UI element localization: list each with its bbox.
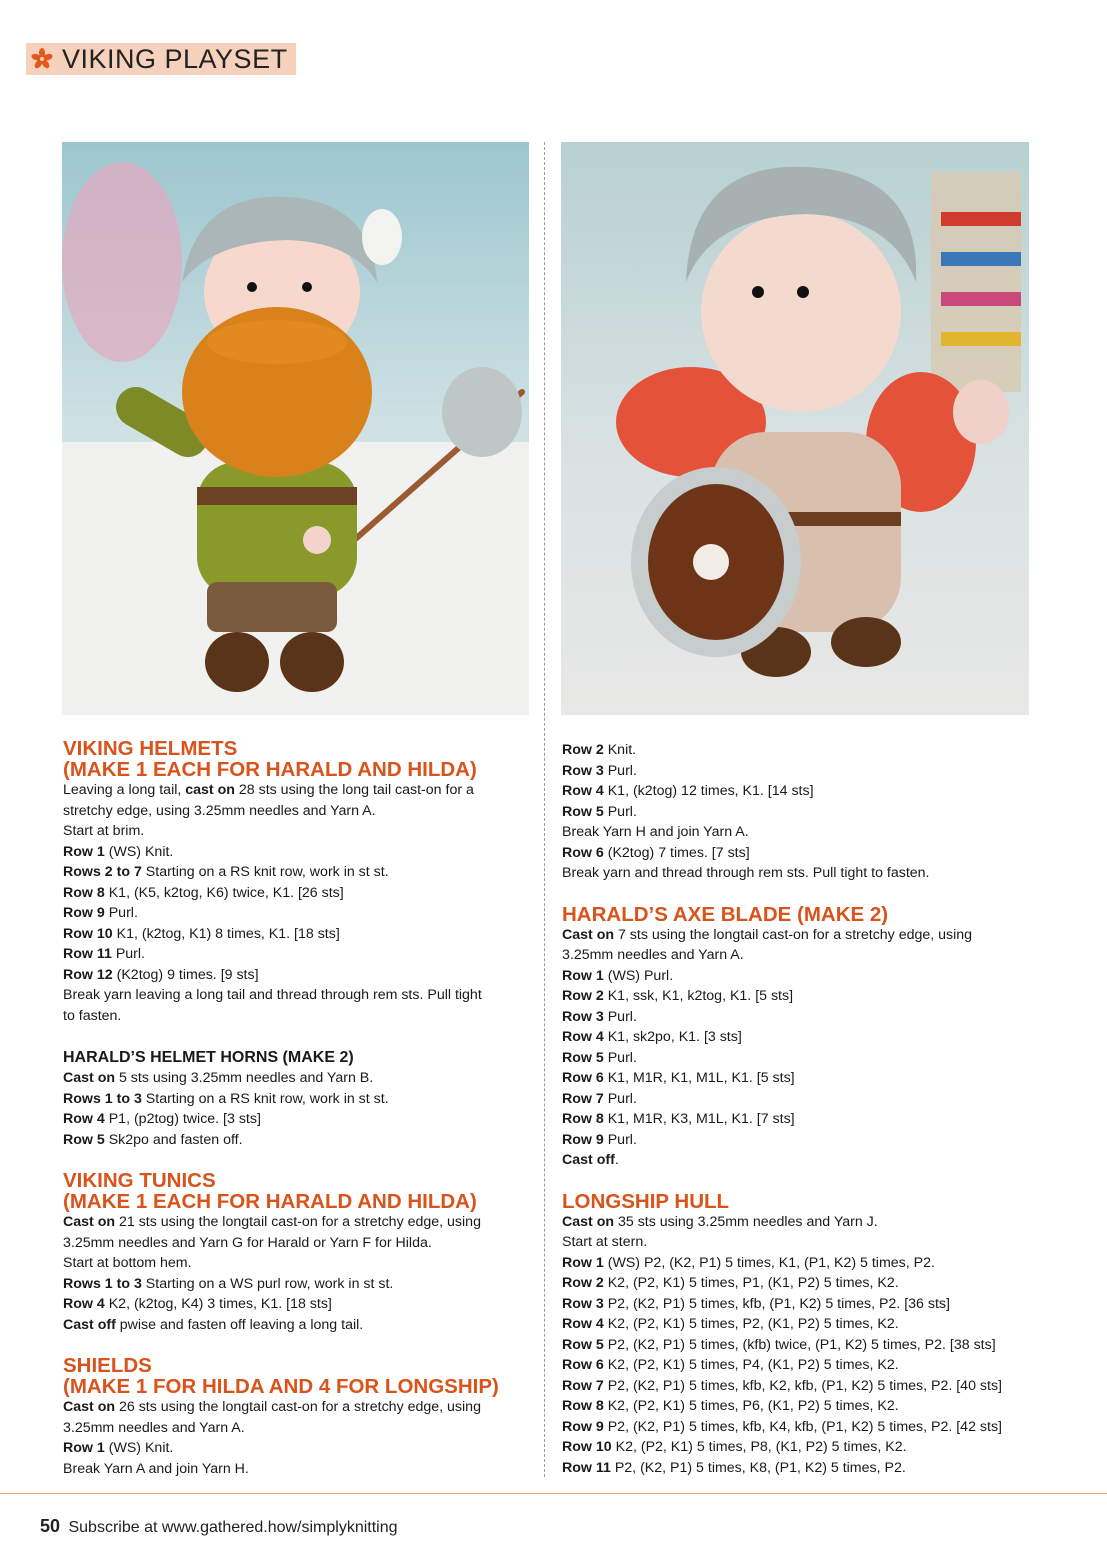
instruction-line xyxy=(562,945,1037,966)
instruction-label: Row 7 xyxy=(562,1090,604,1107)
instruction-text: K2, (P2, K1) 5 times, P4, (K1, P2) 5 times, K2. xyxy=(603,1357,899,1373)
instruction-line xyxy=(63,883,533,904)
instruction-label: Row 8 xyxy=(562,1111,604,1127)
spacer xyxy=(63,1335,533,1355)
instruction-line xyxy=(562,1027,1037,1048)
instruction-line xyxy=(562,1048,1037,1069)
instruction-line xyxy=(63,903,533,924)
instruction-line xyxy=(562,1458,1037,1479)
instruction-text: K1, sk2po, K1. [3 sts] xyxy=(603,1029,742,1045)
instruction-line xyxy=(562,781,1037,802)
instruction-line xyxy=(63,1253,533,1274)
instruction-label: Rows 1 to 3 xyxy=(63,1275,142,1292)
instruction-line xyxy=(562,1007,1037,1028)
instruction-label: Row 1 xyxy=(63,1440,105,1456)
instruction-text: Start at bottom hem. xyxy=(63,1255,192,1271)
instruction-label: Row 5 xyxy=(63,1131,105,1148)
instruction-label: Row 4 xyxy=(63,1296,105,1312)
instruction-text: Break yarn leaving a long tail and thread through rem sts. Pull tight xyxy=(63,987,482,1003)
instruction-text: K2, (P2, K1) 5 times, P6, (K1, P2) 5 times, K2. xyxy=(603,1398,899,1414)
instruction-label: Cast on xyxy=(63,1214,116,1230)
instruction-line xyxy=(562,1150,1037,1171)
instruction-label: cast on xyxy=(185,782,235,798)
instruction-line xyxy=(63,1089,533,1110)
instruction-text: Knit. xyxy=(603,742,637,758)
instruction-line xyxy=(63,1274,533,1295)
instruction-line xyxy=(562,986,1037,1007)
instruction-line xyxy=(562,1273,1037,1294)
instruction-text: 35 sts using 3.25mm needles and Yarn J. xyxy=(614,1213,878,1230)
instruction-text: (K2tog) 7 times. [7 sts] xyxy=(603,844,750,861)
instruction-label: Row 11 xyxy=(63,946,112,962)
instruction-line xyxy=(562,925,1037,946)
instruction-text: Break Yarn A and join Yarn H. xyxy=(63,1460,249,1477)
instruction-line xyxy=(63,924,533,945)
section-title: VIKING PLAYSET xyxy=(62,43,288,74)
instruction-text: Purl. xyxy=(603,803,637,820)
instruction-label: Cast on xyxy=(63,1399,116,1415)
section-heading: VIKING HELMETS xyxy=(63,737,238,760)
instruction-line xyxy=(562,761,1037,782)
instruction-line xyxy=(562,1335,1037,1356)
column-divider xyxy=(544,142,545,1477)
instruction-label: Row 11 xyxy=(562,1459,611,1476)
instruction-line xyxy=(63,965,533,986)
instruction-label: Row 10 xyxy=(562,1439,612,1455)
instruction-line xyxy=(63,1130,533,1151)
footer xyxy=(40,1516,398,1537)
instruction-label: Row 10 xyxy=(63,925,113,942)
instruction-line xyxy=(562,1437,1037,1458)
instruction-line xyxy=(63,1418,533,1439)
instruction-line xyxy=(63,1438,533,1459)
instruction-label: Rows 1 to 3 xyxy=(63,1090,142,1107)
instruction-text: 3.25mm needles and Yarn G for Harald or Yarn F for Hilda. xyxy=(63,1234,432,1251)
hilda-photo xyxy=(561,142,1029,715)
instruction-text: . xyxy=(614,1152,619,1168)
instruction-label: Row 2 xyxy=(562,988,604,1004)
instruction-text: Starting on a RS knit row, work in st st. xyxy=(141,1090,389,1107)
instruction-line xyxy=(562,1232,1037,1253)
instruction-text: (WS) Purl. xyxy=(603,967,674,984)
instruction-line xyxy=(562,1314,1037,1335)
instruction-text: Purl. xyxy=(603,1008,637,1025)
page-number: 50 xyxy=(40,1516,61,1536)
instruction-text: Sk2po and fasten off. xyxy=(104,1131,243,1148)
instruction-label: Row 7 xyxy=(562,1377,604,1394)
spacer xyxy=(562,884,1037,904)
instruction-label: Row 3 xyxy=(562,762,604,779)
harald-photo xyxy=(62,142,529,715)
instruction-text: pwise and fasten off leaving a long tail. xyxy=(115,1316,364,1333)
instruction-line xyxy=(562,863,1037,884)
instruction-text: Purl. xyxy=(603,1090,637,1107)
instruction-text: Start at brim. xyxy=(63,823,145,839)
instruction-label: Row 2 xyxy=(562,1275,604,1291)
instruction-line xyxy=(63,821,533,842)
instruction-text: Purl. xyxy=(603,1131,637,1148)
instruction-label: Row 9 xyxy=(562,1418,604,1435)
subsection-heading: HARALD’S HELMET HORNS (MAKE 2) xyxy=(63,1049,354,1066)
instruction-line xyxy=(562,1068,1037,1089)
instruction-line xyxy=(63,1294,533,1315)
instruction-text: P2, (K2, P1) 5 times, kfb, (P1, K2) 5 times, P2. [36 sts] xyxy=(603,1295,950,1312)
section-heading: HARALD’S AXE BLADE (MAKE 2) xyxy=(562,902,889,926)
spacer xyxy=(63,1150,533,1170)
instruction-label: Row 9 xyxy=(63,905,105,921)
instruction-line xyxy=(63,1006,533,1027)
instruction-label: Row 5 xyxy=(562,1336,604,1353)
instruction-label: Row 12 xyxy=(63,966,113,983)
instruction-label: Row 8 xyxy=(562,1398,604,1414)
instruction-text: K2, (P2, K1) 5 times, P1, (K1, P2) 5 times, K2. xyxy=(603,1275,899,1291)
instruction-label: Cast on xyxy=(562,1213,615,1230)
instruction-line xyxy=(562,1417,1037,1438)
instruction-line xyxy=(562,822,1037,843)
instruction-label: Row 4 xyxy=(562,1316,604,1332)
section-heading: (MAKE 1 EACH FOR HARALD AND HILDA) xyxy=(63,758,477,781)
instruction-text: to fasten. xyxy=(63,1007,122,1024)
instruction-line xyxy=(63,1233,533,1254)
section-heading: SHIELDS xyxy=(63,1354,152,1377)
instruction-line xyxy=(562,1294,1037,1315)
right-text-column xyxy=(562,740,1037,1478)
instruction-text: 7 sts using the longtail cast-on for a stretchy edge, using xyxy=(614,926,973,943)
instruction-line xyxy=(562,1376,1037,1397)
instruction-text: 5 sts using 3.25mm needles and Yarn B. xyxy=(115,1070,374,1086)
section-heading: (MAKE 1 FOR HILDA AND 4 FOR LONGSHIP) xyxy=(63,1375,499,1398)
instruction-line xyxy=(63,1397,533,1418)
instruction-text: K1, M1R, K3, M1L, K1. [7 sts] xyxy=(603,1111,795,1127)
instruction-text: (WS) P2, (K2, P1) 5 times, K1, (P1, K2) 5 times, P2. xyxy=(603,1254,935,1271)
instruction-line xyxy=(562,1089,1037,1110)
instruction-text: Starting on a RS knit row, work in st st. xyxy=(141,864,389,880)
instruction-text: Purl. xyxy=(111,946,146,962)
instruction-line xyxy=(562,1109,1037,1130)
instruction-label: Row 4 xyxy=(63,1111,105,1127)
instruction-label: Row 5 xyxy=(562,1049,604,1066)
instruction-line xyxy=(63,862,533,883)
flower-icon xyxy=(26,43,58,75)
instruction-text: K2, (P2, K1) 5 times, P8, (K1, P2) 5 times, K2. xyxy=(611,1439,907,1455)
instruction-line xyxy=(562,843,1037,864)
instruction-text: Purl. xyxy=(603,762,637,779)
instruction-line xyxy=(562,740,1037,761)
instruction-line xyxy=(63,1212,533,1233)
instruction-text: stretchy edge, using 3.25mm needles and Yarn A. xyxy=(63,802,376,819)
instruction-line xyxy=(562,966,1037,987)
instruction-text: K1, (K5, k2tog, K6) twice, K1. [26 sts] xyxy=(104,884,344,901)
instruction-text: K2, (P2, K1) 5 times, P2, (K1, P2) 5 times, K2. xyxy=(603,1316,899,1332)
instruction-text: P2, (K2, P1) 5 times, (kfb) twice, (P1, K2) 5 times, P2. [38 sts] xyxy=(603,1336,996,1353)
instruction-text: K1, ssk, K1, k2tog, K1. [5 sts] xyxy=(603,988,794,1004)
instruction-text: P1, (p2tog) twice. [3 sts] xyxy=(104,1111,261,1127)
instruction-label: Row 1 xyxy=(562,1254,604,1271)
section-heading: LONGSHIP HULL xyxy=(562,1189,730,1213)
instruction-label: Cast off xyxy=(562,1152,615,1168)
instruction-text: 3.25mm needles and Yarn A. xyxy=(562,947,744,963)
instruction-line xyxy=(63,1459,533,1480)
instruction-label: Row 8 xyxy=(63,884,105,901)
instruction-text: 28 sts using the long tail cast-on for a xyxy=(234,782,474,798)
instruction-line xyxy=(562,802,1037,823)
instruction-label: Row 6 xyxy=(562,844,604,861)
spacer xyxy=(63,1026,533,1046)
instruction-text: (WS) Knit. xyxy=(104,843,174,860)
instruction-text: K1, M1R, K1, M1L, K1. [5 sts] xyxy=(603,1070,795,1086)
instruction-line xyxy=(562,1355,1037,1376)
instruction-line xyxy=(562,1253,1037,1274)
instruction-text: 21 sts using the longtail cast-on for a stretchy edge, using xyxy=(115,1214,481,1230)
instruction-label: Cast off xyxy=(63,1316,116,1333)
spacer xyxy=(562,1171,1037,1191)
section-heading: VIKING TUNICS xyxy=(63,1169,216,1192)
instruction-line xyxy=(63,1068,533,1089)
instruction-label: Row 4 xyxy=(562,783,604,799)
instruction-text: P2, (K2, P1) 5 times, kfb, K4, kfb, (P1, K2) 5 times, P2. [42 sts] xyxy=(603,1418,1002,1435)
instruction-label: Rows 2 to 7 xyxy=(63,864,142,880)
instruction-line xyxy=(562,1130,1037,1151)
instruction-line xyxy=(63,801,533,822)
instruction-label: Cast on xyxy=(562,926,615,943)
instruction-text: P2, (K2, P1) 5 times, kfb, K2, kfb, (P1, K2) 5 times, P2. [40 sts] xyxy=(603,1377,1002,1394)
instruction-text: 26 sts using the longtail cast-on for a stretchy edge, using xyxy=(115,1399,481,1415)
instruction-line xyxy=(562,1396,1037,1417)
instruction-text: K2, (k2tog, K4) 3 times, K1. [18 sts] xyxy=(104,1296,332,1312)
instruction-text: (K2tog) 9 times. [9 sts] xyxy=(112,966,259,983)
instruction-label: Row 3 xyxy=(562,1295,604,1312)
instruction-line xyxy=(63,944,533,965)
footer-rule xyxy=(0,1493,1107,1494)
instruction-label: Row 3 xyxy=(562,1008,604,1025)
instruction-text: Purl. xyxy=(104,905,138,921)
instruction-text: Break yarn and thread through rem sts. Pull tight to fasten. xyxy=(562,865,930,881)
section-heading: (MAKE 1 EACH FOR HARALD AND HILDA) xyxy=(63,1190,477,1213)
subscribe-text: Subscribe at www.gathered.how/simplyknitting xyxy=(68,1519,398,1536)
instruction-text: Starting on a WS purl row, work in st st. xyxy=(141,1275,394,1292)
instruction-text: Purl. xyxy=(603,1049,637,1066)
instruction-text: K1, (k2tog) 12 times, K1. [14 sts] xyxy=(603,783,814,799)
instruction-line xyxy=(63,1315,533,1336)
instruction-label: Row 9 xyxy=(562,1131,604,1148)
instruction-label: Row 5 xyxy=(562,803,604,820)
instruction-text: Break Yarn H and join Yarn A. xyxy=(562,824,749,840)
instruction-text: K1, (k2tog, K1) 8 times, K1. [18 sts] xyxy=(112,925,340,942)
instruction-text: (WS) Knit. xyxy=(104,1440,174,1456)
instruction-label: Row 4 xyxy=(562,1029,604,1045)
instruction-label: Row 6 xyxy=(562,1357,604,1373)
instruction-text: Leaving a long tail, xyxy=(63,782,186,798)
instruction-label: Row 1 xyxy=(562,967,604,984)
instruction-text: P2, (K2, P1) 5 times, K8, (P1, K2) 5 times, P2. xyxy=(610,1459,906,1476)
instruction-line xyxy=(63,780,533,801)
instruction-label: Cast on xyxy=(63,1070,116,1086)
instruction-line xyxy=(63,985,533,1006)
instruction-label: Row 1 xyxy=(63,843,105,860)
instruction-label: Row 6 xyxy=(562,1070,604,1086)
left-text-column xyxy=(63,738,533,1479)
instruction-line xyxy=(63,842,533,863)
instruction-label: Row 2 xyxy=(562,742,604,758)
instruction-text: 3.25mm needles and Yarn A. xyxy=(63,1419,245,1436)
instruction-text: Start at stern. xyxy=(562,1234,648,1250)
section-header xyxy=(26,43,296,75)
instruction-line xyxy=(63,1109,533,1130)
instruction-line xyxy=(562,1212,1037,1233)
